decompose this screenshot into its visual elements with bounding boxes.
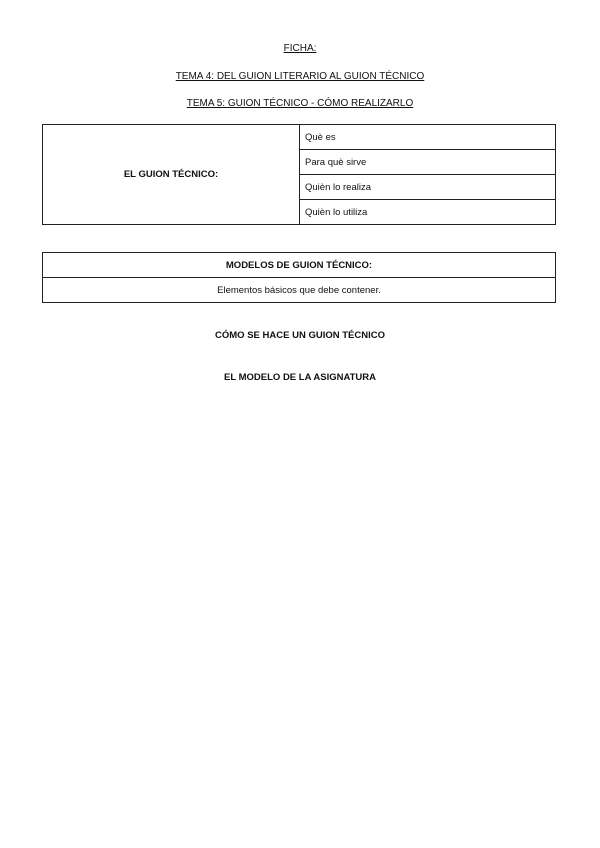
modelos-table: [42, 252, 556, 303]
guion-tecnico-label: EL GUION TÉCNICO:: [43, 125, 300, 225]
tema4-label: TEMA 4: DEL GUION LITERARIO AL GUION TÉCNICO: [175, 71, 425, 82]
table-row: [43, 278, 556, 303]
tema4-heading: [0, 71, 600, 83]
guion-tecnico-table: [42, 124, 556, 225]
como-se-hace-heading: CÓMO SE HACE UN GUION TÉCNICO: [215, 330, 385, 341]
table-row: [43, 125, 556, 150]
guion-item-que-es: Què es: [300, 125, 556, 150]
guion-item-quien-lo-realiza: Quièn lo realiza: [300, 175, 556, 200]
ficha-label: FICHA:: [283, 43, 317, 54]
tema5-label: TEMA 5: GUION TÉCNICO - CÓMO REALIZARLO: [186, 98, 414, 109]
modelos-title: MODELOS DE GUION TÉCNICO:: [43, 253, 556, 278]
ficha-heading: [0, 43, 600, 55]
modelo-asignatura-heading: EL MODELO DE LA ASIGNATURA: [224, 372, 376, 383]
table-row: [43, 253, 556, 278]
guion-item-quien-lo-utiliza: Quièn lo utiliza: [300, 200, 556, 225]
tema5-heading: [0, 98, 600, 110]
guion-item-para-que-sirve: Para què sirve: [300, 150, 556, 175]
modelos-subtitle: Elementos básicos que debe contener.: [43, 278, 556, 303]
